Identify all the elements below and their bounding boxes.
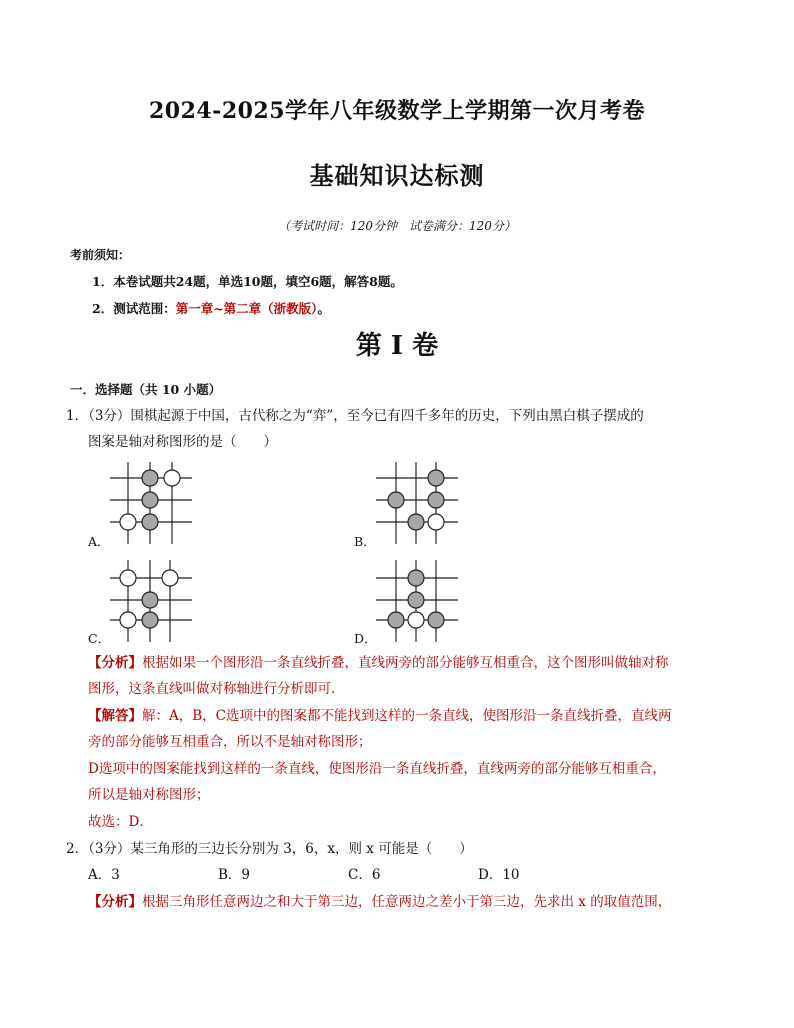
q1-option-c-label: C．	[88, 631, 111, 646]
analysis-tag: 【分析】	[88, 894, 142, 910]
section-heading: 一．选择题（共 10 小题）	[70, 382, 222, 397]
volume-title: 第 I 卷	[355, 331, 439, 361]
q2-analysis-text: 根据三角形任意两边之和大于第三边，任意两边之差小于第三边，先求出 x 的取值范围，	[142, 894, 672, 910]
q1-solution-line3: D选项中的图案能找到这样的一条直线，使图形沿一条直线折叠，直线两旁的部分能够互相重合，	[88, 761, 666, 777]
q2-option-c: C．6	[348, 867, 381, 883]
note-item-1: 1．本卷试题共24题，单选10题，填空6题，解答8题。	[92, 274, 403, 289]
q1-analysis-line1	[88, 650, 688, 676]
q1-text-line1: 1．（3分）围棋起源于中国，古代称之为“弈”，至今已有四千多年的历史，下列由黑白棋子摆成的	[66, 408, 644, 424]
q2-option-d: D．10	[478, 867, 520, 883]
exam-title: 2024-2025学年八年级数学上学期第一次月考卷	[148, 98, 646, 124]
q2-option-a: A．3	[88, 867, 120, 883]
q2-option-b: B．9	[218, 867, 251, 883]
q1-option-c-diagram	[106, 556, 196, 646]
exam-subtitle: 基础知识达标测	[309, 161, 485, 190]
q2-options	[88, 862, 608, 888]
analysis-tag: 【分析】	[88, 655, 142, 671]
q1-option-a-diagram	[106, 458, 196, 548]
q1-solution-line1	[88, 703, 688, 729]
note-item-2-suffix: 。	[317, 301, 330, 316]
note-item-2-prefix: 2．测试范围：	[92, 301, 176, 316]
q1-analysis-text: 根据如果一个图形沿一条直线折叠，直线两旁的部分能够互相重合，这个图形叫做轴对称	[142, 655, 669, 671]
q2-analysis-line1	[88, 889, 708, 915]
note-item-2	[92, 299, 330, 317]
notes-heading: 考前须知：	[70, 248, 131, 262]
q1-solution-line2: 旁的部分能够互相重合，所以不是轴对称图形；	[88, 734, 372, 750]
q2-text-line1: 2．（3分）某三角形的三边长分别为 3，6，x，则 x 可能是（ ）	[66, 841, 473, 857]
q1-option-d-label: D．	[354, 631, 377, 646]
q1-solution-line4: 所以是轴对称图形；	[88, 787, 210, 803]
q1-solution-line5: 故选：D．	[88, 814, 153, 830]
q1-solution-text: 解：A，B，C选项中的图案都不能找到这样的一条直线，使图形沿一条直线折叠，直线两	[142, 708, 672, 724]
q1-analysis-line2: 图形，这条直线叫做对称轴进行分析即可．	[88, 681, 345, 697]
q1-option-b-label: B．	[354, 534, 376, 549]
q1-option-b-diagram	[372, 458, 462, 548]
note-item-2-range: 第一章~第二章（浙教版）	[175, 301, 318, 316]
exam-info: （考试时间：120分钟 试卷满分：120分）	[278, 219, 516, 233]
solution-tag: 【解答】	[88, 708, 142, 724]
q1-option-a-label: A．	[88, 534, 110, 549]
q1-text-line2: 图案是轴对称图形的是（ ）	[88, 434, 277, 450]
q1-option-d-diagram	[372, 556, 462, 646]
